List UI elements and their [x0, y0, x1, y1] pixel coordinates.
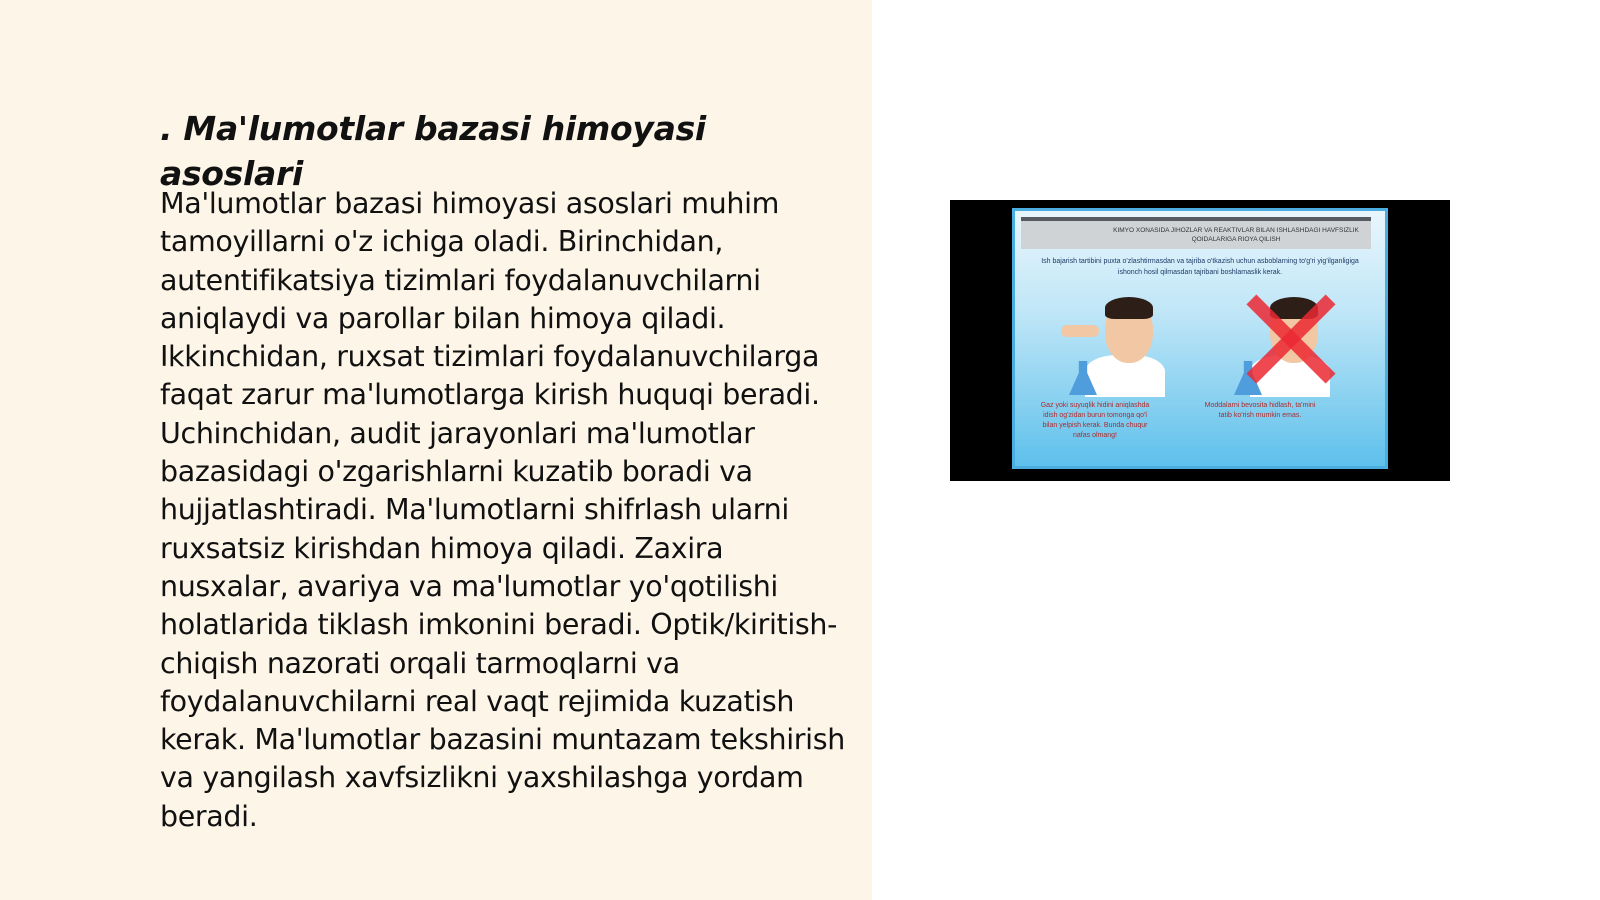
safety-poster	[1012, 208, 1388, 469]
person-prohibited-illustration	[1220, 289, 1340, 399]
hand-shape	[1061, 325, 1099, 337]
poster-caption-left: Gaz yoki suyuqlik hidini aniqlashda idish og'zidan burun tomonga qo'l bilan yelpish kerak. Bunda chuqur nafas olmang!	[1040, 402, 1150, 439]
person-smelling-illustration	[1055, 289, 1175, 399]
poster-caption-right: Moddalarni bevosita hidlash, ta'mini tatib ko'rish mumkin emas.	[1204, 402, 1316, 419]
slide-body-text: Ma'lumotlar bazasi himoyasi asoslari muhim tamoyillarni o'z ichiga oladi. Birinchidan, autentifikatsiya tizimlari foydalanuvchilarni aniqlaydi va parollar bilan himoya qiladi. Ikkinchidan, ruxsat tizimlari foydalanuvchilarga faqat zarur ma'lumotlarga kirish huquqi beradi. Uchinchidan, audit jarayonlari ma'lumotlar bazasidagi o'zgarishlarni kuzatib boradi va hujjatlashtiradi. Ma'lumotlarni shifrlash ularni ruxsatsiz kirishdan himoya qiladi. Zaxira nusxalar, avariya va ma'lumotlar yo'qotilishi holatlarida tiklash imkonini beradi. Optik/kiritish-chiqish nazorati orqali tarmoqlarni va foydalanuvchilarni real vaqt rejimida kuzatish kerak. Ma'lumotlar bazasini muntazam tekshirish va yangilash xavfsizlikni yaxshilashga yordam beradi.	[160, 187, 845, 833]
poster-header: KIMYO XONASIDA JIHOZLAR VA REAKTIVLAR BILAN ISHLASHDAGI HAVFSIZLIK QOIDALARIGA RIOYA QILISH	[1021, 217, 1371, 249]
slide-title: . Ma'lumotlar bazasi himoyasi asoslari	[160, 109, 706, 193]
poster-subtext: Ish bajarish tartibini puxta o'zlashtirmasdan va tajriba o'tkazish uchun asboblarning to'g'ri yig'ilganligiga ishonch hosil qilmasdan tajribani boshlamaslik kerak.	[1041, 258, 1359, 276]
slide-image	[950, 200, 1450, 481]
red-cross-icon	[1240, 289, 1340, 389]
hair-shape	[1105, 297, 1153, 319]
